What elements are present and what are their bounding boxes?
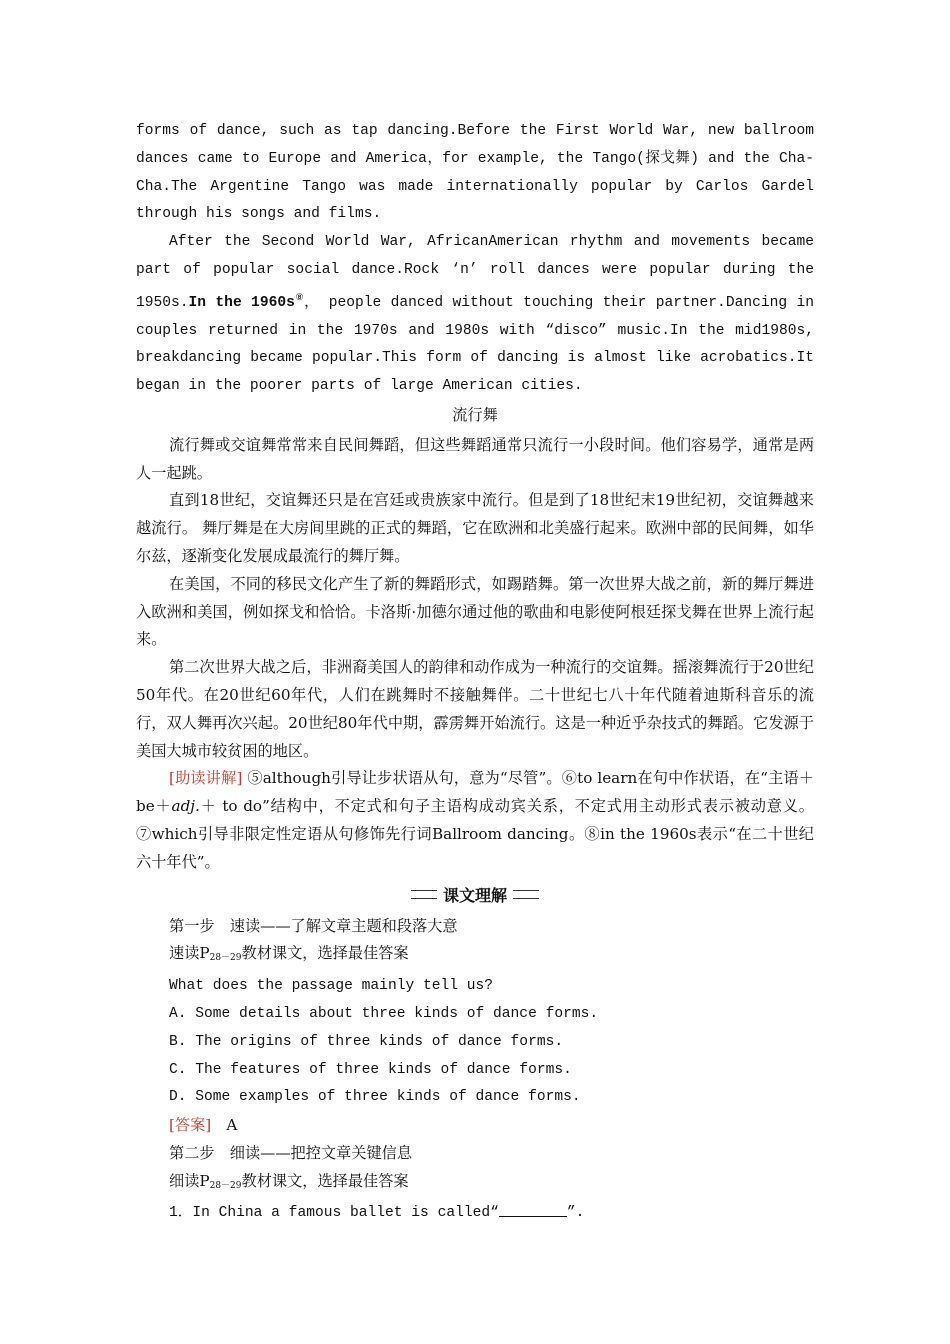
translation-paragraph-1: 流行舞或交谊舞常常来自民间舞蹈，但这些舞蹈通常只流行一小段时间。他们容易学，通常是两人一起跳。 [136,435,814,482]
step1-instruction-post: 教材课文，选择最佳答案 [241,944,409,963]
notes-label: [助读讲解] [169,769,243,788]
english-paragraph-2-end: ， people danced without touching their partner.Dancing in couples returned in the 1970s and 1980s with “disco” music.In the mid1980s, breakdancing became popular.This form of dancing is almost like acrobatics.It began in the poorer parts of large American cities. [136,294,814,395]
answer-label: [答案] [169,1116,212,1135]
step2-page-range: 28－29 [209,1180,242,1191]
banner-left-rule [411,890,437,899]
option-b: B. The origins of three kinds of dance forms. [169,1033,564,1050]
option-c: C. The features of three kinds of dance forms. [169,1061,572,1078]
document-page [136,118,814,1228]
english-paragraph-1: forms of dance, such as tap dancing.Before the First World War, new ballroom dances came to Europe and America，for example, the Tango(探戈舞) and the Cha-Cha.The Argentine Tango was made internationally popular by Carlos Gardel through his songs and films. [136,123,814,223]
exercise-block [136,913,814,1229]
option-d: D. Some examples of three kinds of dance forms. [169,1089,581,1106]
section-banner [136,883,814,909]
translation-block [136,402,814,877]
answer-blank[interactable] [499,1202,567,1217]
translation-paragraph-4: 第二次世界大战之后，非洲裔美国人的韵律和动作成为一种流行的交谊舞。摇滚舞流行于20世纪50年代。在20世纪60年代，人们在跳舞时不接触舞伴。二十世纪七八十年代随着迪斯科音乐的流行，双人舞再次兴起。20世纪80年代中期，霹雳舞开始流行。这是一种近乎杂技式的舞蹈。它发源于美国大城市较贫困的地区。 [136,658,814,760]
step2-heading: 第二步 细读——把控文章关键信息 [169,1143,412,1162]
option-a: A. Some details about three kinds of dance forms. [169,1005,599,1022]
english-passage [136,118,814,401]
notes-text-end: ＋ to do”结构中，不定式和句子主语构成动宾关系，不定式用主动形式表示被动意义。⑦which引导非限定性定语从句修饰先行词Ballroom dancing。⑧in the 1960s表示“在二十世纪六十年代”。 [136,797,814,871]
highlighted-phrase: In the 1960s [188,294,295,311]
question-1-end: ”. [566,1205,585,1222]
step1-instruction-pre: 速读P [169,944,210,963]
step1-instruction [136,940,814,973]
banner-title: 课文理解 [442,885,507,905]
step2-instruction-pre: 细读P [169,1171,210,1190]
question-text: What does the passage mainly tell us? [169,978,494,995]
answer-line [136,1112,814,1140]
question-1 [136,1200,814,1228]
notes-adj: adj. [171,797,200,816]
step2-instruction-post: 教材课文，选择最佳答案 [241,1171,409,1190]
translation-title: 流行舞 [452,405,498,424]
english-paragraph-2-start: After the Second World War, AfricanAmerican rhythm and movements became part of popular social dance.Rock ‘n’ roll dances were popular during the 1950s. [136,234,814,311]
step1-page-range: 28－29 [209,953,242,964]
question-1-text: 1．In China a famous ballet is called“ [169,1205,499,1222]
translation-paragraph-2: 直到18世纪，交谊舞还只是在宫廷或贵族家中流行。但是到了18世纪末19世纪初，交谊舞越来越流行。 舞厅舞是在大房间里跳的正式的舞蹈，它在欧洲和北美盛行起来。欧洲中部的民间舞，如华尔兹，逐渐变化发展成最流行的舞厅舞。 [136,491,814,565]
reading-notes [136,765,814,876]
note-marker: ⑧ [294,292,305,303]
english-paragraph-2 [136,229,814,401]
step2-instruction [136,1168,814,1201]
banner-right-rule [513,890,539,899]
step1-heading: 第一步 速读——了解文章主题和段落大意 [169,916,458,935]
translation-paragraph-3: 在美国，不同的移民文化产生了新的舞蹈形式，如踢踏舞。第一次世界大战之前，新的舞厅舞进入欧洲和美国，例如探戈和恰恰。卡洛斯·加德尔通过他的歌曲和电影使阿根廷探戈舞在世界上流行起来。 [136,574,814,649]
answer-value: A [211,1116,238,1135]
notes-text-start: ⑤although引导让步状语从句，意为“尽管”。⑥to learn在句中作状语，在“主语＋be＋ [136,769,814,816]
